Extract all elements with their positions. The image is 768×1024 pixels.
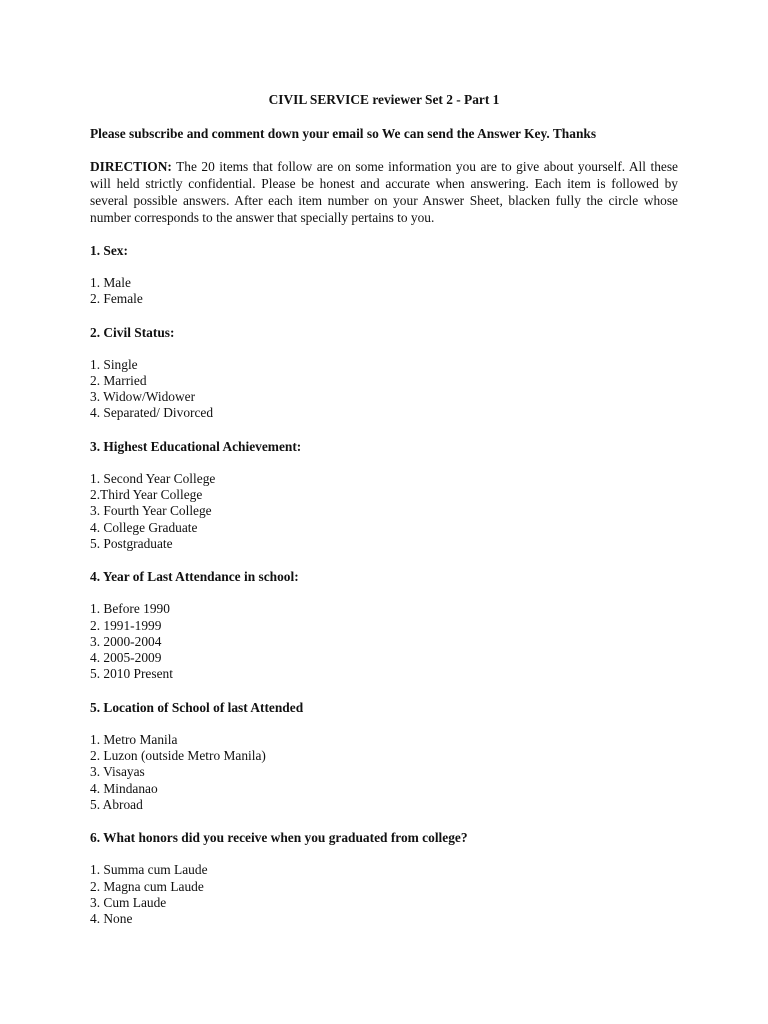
option-item: 2.Third Year College [90,487,203,503]
question-1 [90,242,678,308]
option-list [90,601,678,682]
question-2 [90,324,678,422]
option-item: 3. Cum Laude [90,894,167,910]
option-item: 5. 2010 Present [90,666,173,682]
option-item: 5. Abroad [90,796,143,812]
question-title: 5. Location of School of last Attended [90,699,304,715]
direction-text: The 20 items that follow are on some information you are to give about yourself. All these will held strictly confidential. Please be honest and accurate when answering. Each item is followed by several possible answers. After each item number on your Answer Sheet, blacken fully the circle whose number corresponds to the answer that specially pertains to you. [90,159,678,225]
document-title: CIVIL SERVICE reviewer Set 2 - Part 1 [268,92,500,107]
direction-label: DIRECTION: [90,159,172,174]
option-item: 1. Second Year College [90,470,216,486]
question-title: 6. What honors did you receive when you graduated from college? [90,830,468,846]
option-item: 2. 1991-1999 [90,617,162,633]
option-item: 4. Separated/ Divorced [90,405,214,421]
question-3 [90,438,678,552]
option-item: 4. None [90,911,133,927]
option-item: 1. Male [90,275,131,290]
question-6 [90,829,678,927]
option-item: 1. Summa cum Laude [90,862,208,878]
option-list [90,732,678,813]
direction-paragraph [90,158,678,226]
option-item: 2. Magna cum Laude [90,878,204,894]
option-item: 3. Widow/Widower [90,389,196,405]
option-item: 3. Fourth Year College [90,503,212,519]
option-item: 4. 2005-2009 [90,650,162,666]
document-page [90,91,678,943]
option-item: 1. Single [90,356,138,372]
option-item: 3. 2000-2004 [90,633,162,649]
option-list [90,862,678,927]
question-title: 2. Civil Status: [90,324,175,340]
option-item: 1. Metro Manila [90,731,178,747]
option-list [90,275,678,308]
option-item: 4. Mindanao [90,780,158,796]
option-list [90,357,678,422]
option-item: 4. College Graduate [90,519,198,535]
option-list [90,471,678,552]
option-item: 1. Before 1990 [90,601,170,617]
question-5 [90,699,678,813]
subscribe-notice: Please subscribe and comment down your email so We can send the Answer Key. Thanks [90,126,597,141]
question-title: 3. Highest Educational Achievement: [90,438,302,454]
option-item: 3. Visayas [90,764,145,780]
question-title: 4. Year of Last Attendance in school: [90,569,299,585]
question-title: 1. Sex: [90,243,128,258]
option-item: 2. Married [90,372,147,388]
question-4 [90,568,678,682]
option-item: 5. Postgraduate [90,535,173,551]
option-item: 2. Female [90,291,143,307]
option-item: 2. Luzon (outside Metro Manila) [90,748,266,764]
